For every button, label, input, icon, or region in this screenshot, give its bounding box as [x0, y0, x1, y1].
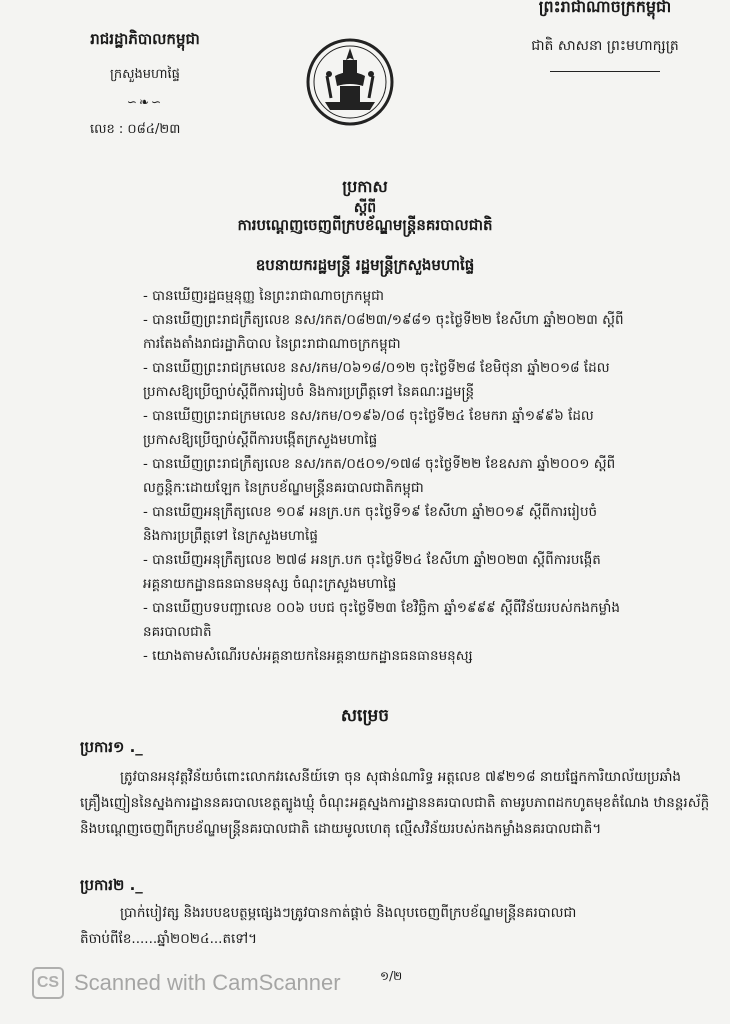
- legal-basis-item: អគ្គនាយកដ្ឋានធនធានមនុស្ស ចំណុះក្រសួងមហាផ្ទៃ: [143, 576, 397, 592]
- page-number: ១/២: [380, 969, 403, 983]
- government-name: រាជរដ្ឋាភិបាលកម្ពុជា: [90, 30, 200, 48]
- legal-basis-item: - បានឃើញព្រះរាជក្រឹត្យលេខ នស/រកត/០៨២៣/១៩៨១ ចុះថ្ងៃទី២២ ខែសីហា ឆ្នាំ២០២៣ ស្តីពី: [143, 312, 624, 328]
- issuing-authority: ឧបនាយករដ្ឋមន្ត្រី រដ្ឋមន្ត្រីក្រសួងមហាផ្ទៃ: [255, 256, 475, 274]
- article-1-label: ប្រការ១ ._: [80, 738, 143, 756]
- legal-basis-item: - បានឃើញព្រះរាជក្រមលេខ នស/រកម/០១៩៦/០៨ ចុះថ្ងៃទី២៤ ខែមករា ឆ្នាំ១៩៩៦ ដែល: [143, 408, 594, 424]
- legal-basis-item: - បានឃើញព្រះរាជក្រឹត្យលេខ នស/រកត/០៥០១/១៧៨ ចុះថ្ងៃទី២២ ខែឧសភា ឆ្នាំ២០០១ ស្តីពី: [143, 456, 616, 472]
- ministry-name: ក្រសួងមហាផ្ទៃ: [110, 67, 180, 82]
- reference-number: លេខ : ០៨៤/២៣: [90, 122, 181, 137]
- legal-basis-item: - យោងតាមសំណើរបស់អគ្គនាយកនៃអគ្គនាយកដ្ឋានធនធានមនុស្ស: [143, 648, 473, 664]
- kingdom-name: ព្រះរាជាណាចក្រកម្ពុជា: [538, 0, 672, 16]
- legal-basis-item: នគរបាលជាតិ: [143, 624, 212, 640]
- legal-basis-item: ប្រកាសឱ្យប្រើច្បាប់ស្តីពីការរៀបចំ និងការប្រព្រឹត្តទៅ នៃគណៈរដ្ឋមន្ត្រី: [143, 384, 475, 400]
- kingdom-header: [490, 0, 720, 72]
- camscanner-watermark: [32, 966, 341, 1000]
- header-ornament: ∽❧∽: [126, 95, 164, 109]
- document-subject: ការបណ្តេញចេញពីក្របខ័ណ្ឌមន្រ្តីនគរបាលជាតិ: [237, 216, 493, 234]
- article-2-text: ប្រាក់បៀវត្ស និងរបបឧបត្ថម្ភផ្សេងៗត្រូវបានកាត់ផ្តាច់ និងលុបចេញពីក្របខ័ណ្ឌមន្ត្រីនគរបាលជាតិចាប់ពីខែ......ឆ្នាំ២០២៤...តទៅ។: [80, 905, 577, 947]
- legal-basis-item: - បានឃើញអនុក្រឹត្យលេខ ១០៩ អនក្រ.បក ចុះថ្ងៃទី១៩ ខែសីហា ឆ្នាំ២០១៩ ស្តីពីការរៀបចំ: [143, 504, 598, 520]
- camscanner-logo-icon: CS: [32, 967, 64, 999]
- decision-heading: សម្រេច: [340, 706, 390, 726]
- legal-basis-item: - បានឃើញព្រះរាជក្រមលេខ នស/រកម/០៦១៨/០១២ ចុះថ្ងៃទី២៨ ខែមិថុនា ឆ្នាំ២០១៨ ដែល: [143, 360, 610, 376]
- title-connector: ស្តីពី: [353, 200, 377, 216]
- legal-basis-item: - បានឃើញអនុក្រឹត្យលេខ ២៧៨ អនក្រ.បក ចុះថ្ងៃទី២៤ ខែសីហា ឆ្នាំ២០២៣ ស្តីពីការបង្កើត: [143, 552, 601, 568]
- article-1-text: ត្រូវបានអនុវត្តវិន័យចំពោះលោកវរសេនីយ៍ទោ ចុន សុផាន់ណារិទ្ធ អត្តលេខ ៧៩២១៨ នាយផ្នែកការិយាល័យប្រឆាំងគ្រឿងញៀននៃស្នងការដ្ឋាននគរបាលខេត្តត្បូងឃ្មុំ ចំណុះអគ្គស្នងការដ្ឋាននគរបាលជាតិ តាមរូបភាពដកហូតមុខតំណែង ឋានន្តរស័ក្តិ និងបណ្តេញចេញពីក្របខ័ណ្ឌមន្ត្រីនគរបាលជាតិ ដោយមូលហេតុ ល្មើសវិន័យរបស់កងកម្លាំងនគរបាលជាតិ។: [80, 769, 710, 837]
- legal-basis-item: និងការប្រព្រឹត្តទៅ នៃក្រសួងមហាផ្ទៃ: [143, 528, 318, 544]
- article-2-label: ប្រការ២ ._: [80, 876, 143, 894]
- ministry-header: [60, 30, 230, 140]
- legal-basis-item: លក្ខន្តិកៈដោយឡែក នៃក្របខ័ណ្ឌមន្ត្រីនគរបាលជាតិកម្ពុជា: [143, 480, 424, 496]
- legal-basis-list: [143, 284, 708, 668]
- legal-basis-item: - បានឃើញបទបញ្ជាលេខ ០០៦ បបជ ចុះថ្ងៃទី២៣ ខែវិច្ឆិកា ឆ្នាំ១៩៩៩ ស្តីពីវិន័យរបស់កងកម្លាំង: [143, 600, 620, 616]
- document-type: ប្រកាស: [342, 177, 388, 196]
- ministry-emblem-icon: [305, 36, 395, 126]
- legal-basis-item: ប្រកាសឱ្យប្រើច្បាប់ស្តីពីការបង្កើតក្រសួងមហាផ្ទៃ: [143, 432, 378, 448]
- watermark-text: Scanned with CamScanner: [74, 970, 341, 995]
- legal-basis-item: ការតែងតាំងរាជរដ្ឋាភិបាល នៃព្រះរាជាណាចក្រកម្ពុជា: [143, 336, 401, 352]
- header-divider: [550, 71, 660, 72]
- legal-basis-item: - បានឃើញរដ្ឋធម្មនុញ្ញ នៃព្រះរាជាណាចក្រកម្ពុជា: [143, 288, 385, 304]
- national-motto: ជាតិ សាសនា ព្រះមហាក្សត្រ: [531, 38, 679, 54]
